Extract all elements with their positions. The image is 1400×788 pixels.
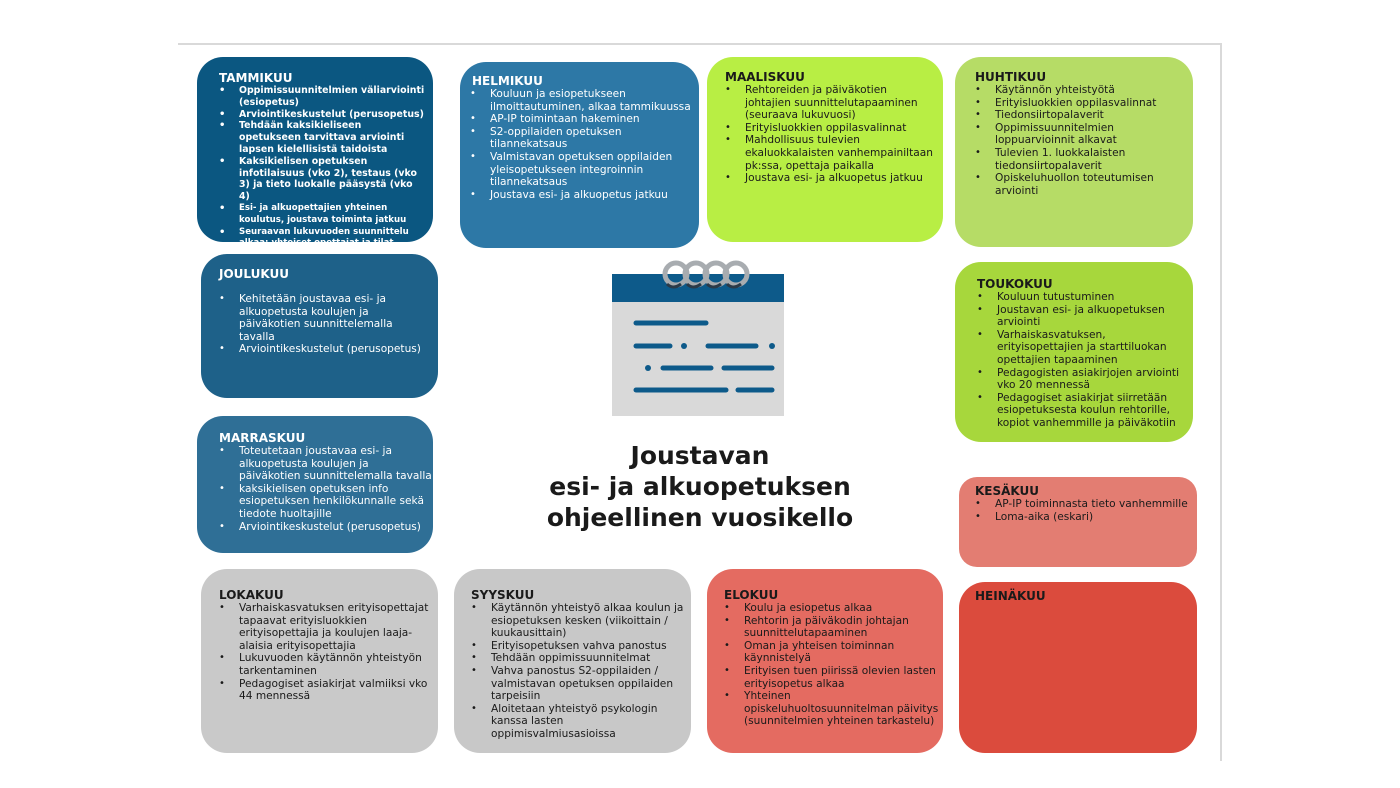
list-item: • Opiskeluhuollon toteutumisen arviointi <box>995 172 1185 197</box>
month-items <box>219 602 430 703</box>
list-item: • Pedagogisten asiakirjojen arviointi vko 20 mennessä <box>997 367 1193 392</box>
list-item: • Oppimissuunnitelmien väliarviointi (esiopetus) <box>239 85 425 109</box>
month-items <box>724 602 941 728</box>
list-item: • Varhaiskasvatuksen, erityisopettajien ja starttiluokan opettajien tapaaminen <box>997 329 1193 367</box>
list-item: • Oman ja yhteisen toiminnan käynnistelyä <box>744 640 941 665</box>
list-item: • Kouluun ja esiopetukseen ilmoittautuminen, alkaa tammikuussa <box>490 88 691 113</box>
month-items <box>977 291 1193 430</box>
month-items <box>472 88 691 201</box>
month-box-syyskuu <box>454 569 691 753</box>
month-box-marraskuu <box>197 416 433 553</box>
list-item: • Valmistavan opetuksen oppilaiden yleisopetukseen integroinnin tilannekatsaus <box>490 151 691 189</box>
list-item: • Pedagogiset asiakirjat siirretään esiopetuksesta koulun rehtorille, kopiot vanhemmille ja päiväkotiin <box>997 392 1193 430</box>
month-title: HELMIKUU <box>472 74 543 88</box>
list-item: • Loma-aika (eskari) <box>995 511 1189 524</box>
month-box-heinakuu <box>959 582 1197 753</box>
list-item: • Erityisluokkien oppilasvalinnat <box>995 97 1185 110</box>
list-item: • kaksikielisen opetuksen info esiopetuksen henkilökunnalle sekä tiedote huoltajille <box>239 483 433 521</box>
list-item: • Käytännön yhteistyötä <box>995 84 1185 97</box>
month-title: LOKAKUU <box>219 588 284 602</box>
month-box-helmikuu <box>460 62 699 248</box>
title-line-3: ohjeellinen vuosikello <box>546 503 854 532</box>
list-item: • S2-oppilaiden opetuksen tilannekatsaus <box>490 126 691 151</box>
list-item: • Vahva panostus S2-oppilaiden / valmistavan opetuksen oppilaiden tarpeisiin <box>491 665 687 703</box>
list-item: • Kouluun tutustuminen <box>997 291 1193 304</box>
list-item: • Käytännön yhteistyö alkaa koulun ja esiopetuksen kesken (viikoittain / kuukausittain) <box>491 602 687 640</box>
list-item: • Erityisluokkien oppilasvalinnat <box>745 122 935 135</box>
month-title: ELOKUU <box>724 588 779 602</box>
list-item: • Arviointikeskustelut (perusopetus) <box>239 109 425 121</box>
list-item: • Kehitetään joustavaa esi- ja alkuopetusta koulujen ja päiväkotien suunnittelemalla tavalla <box>239 293 430 343</box>
month-items <box>219 85 425 250</box>
list-item: • Mahdollisuus tulevien ekaluokkalaisten vanhempainiltaan pk:ssa, opettaja paikalla <box>745 134 935 172</box>
frame-top-border <box>178 43 1222 45</box>
list-item: • Tiedonsiirtopalaverit <box>995 109 1185 122</box>
month-box-joulukuu <box>201 254 438 398</box>
month-title: TOUKOKUU <box>977 277 1053 291</box>
month-items <box>219 293 430 356</box>
month-title: TAMMIKUU <box>219 71 293 85</box>
list-item: • AP-IP toiminnasta tieto vanhemmille <box>995 498 1189 511</box>
list-item: • AP-IP toimintaan hakeminen <box>490 113 691 126</box>
month-box-kesakuu <box>959 477 1197 567</box>
month-items <box>471 602 687 741</box>
month-title: HUHTIKUU <box>975 70 1047 84</box>
title-line-2: esi- ja alkuopetuksen <box>549 472 851 501</box>
list-item: • Rehtoreiden ja päiväkotien johtajien suunnittelutapaaminen (seuraava lukuvuosi) <box>745 84 935 122</box>
list-item: • Lukuvuoden käytännön yhteistyön tarkentaminen <box>239 652 430 677</box>
list-item: • Varhaiskasvatuksen erityisopettajat tapaavat erityisluokkien erityisopettajia ja koulujen laaja-alaisia erityisopettajia <box>239 602 430 652</box>
list-item: • Arviointikeskustelut (perusopetus) <box>239 343 430 356</box>
list-item: • Oppimissuunnitelmien loppuarvioinnit alkavat <box>995 122 1185 147</box>
list-item: • Esi- ja alkuopettajien yhteinen koulutus, joustava toiminta jatkuu <box>239 203 425 227</box>
frame-right-border <box>1220 43 1222 761</box>
month-items <box>725 84 935 185</box>
list-item: • Joustava esi- ja alkuopetus jatkuu <box>745 172 935 185</box>
month-box-toukokuu <box>955 262 1193 442</box>
list-item: • Pedagogiset asiakirjat valmiiksi vko 44 mennessä <box>239 678 430 703</box>
list-item: • Aloitetaan yhteistyö psykologin kanssa lasten oppimisvalmiusasioissa <box>491 703 687 741</box>
month-title: HEINÄKUU <box>975 589 1046 603</box>
page-title <box>520 440 880 533</box>
list-item: • Kaksikielisen opetuksen infotilaisuus (vko 2), testaus (vko 3) ja tieto luokalle pääsystä (vko 4) <box>239 156 425 203</box>
list-item: • Tehdään kaksikieliseen opetukseen tarvittava arviointi lapsen kielellisistä taidoista <box>239 120 425 155</box>
list-item: • Joustava esi- ja alkuopetus jatkuu <box>490 189 691 202</box>
calendar-notepad-icon <box>612 258 784 416</box>
list-item: • Seuraavan lukuvuoden suunnittelu alkaa; yhteiset opettajat ja tilat <box>239 227 425 251</box>
list-item: • Erityisen tuen piirissä olevien lasten erityisopetus alkaa <box>744 665 941 690</box>
list-item: • Koulu ja esiopetus alkaa <box>744 602 941 615</box>
month-box-elokuu <box>707 569 943 753</box>
list-item: • Toteutetaan joustavaa esi- ja alkuopetusta koulujen ja päiväkotien suunnittelemalla tavalla <box>239 445 433 483</box>
month-title: MARRASKUU <box>219 431 306 445</box>
list-item: • Erityisopetuksen vahva panostus <box>491 640 687 653</box>
month-title: JOULUKUU <box>219 267 289 281</box>
list-item: • Joustavan esi- ja alkuopetuksen arviointi <box>997 304 1193 329</box>
month-box-tammikuu <box>197 57 433 249</box>
month-items <box>219 445 433 533</box>
month-items <box>975 498 1189 523</box>
title-line-1: Joustavan <box>630 441 770 470</box>
month-box-lokakuu <box>201 569 438 753</box>
month-items <box>975 84 1185 197</box>
month-box-maaliskuu <box>707 57 943 242</box>
list-item: • Arviointikeskustelut (perusopetus) <box>239 521 433 534</box>
list-item: • Yhteinen opiskeluhuoltosuunnitelman päivitys (suunnitelmien yhteinen tarkastelu) <box>744 690 941 728</box>
list-item: • Tehdään oppimissuunnitelmat <box>491 652 687 665</box>
month-title: MAALISKUU <box>725 70 805 84</box>
month-box-huhtikuu <box>955 57 1193 247</box>
month-title: SYYSKUU <box>471 588 535 602</box>
list-item: • Tulevien 1. luokkalaisten tiedonsiirtopalaverit <box>995 147 1185 172</box>
month-title: KESÄKUU <box>975 484 1040 498</box>
list-item: • Rehtorin ja päiväkodin johtajan suunnittelutapaaminen <box>744 615 941 640</box>
